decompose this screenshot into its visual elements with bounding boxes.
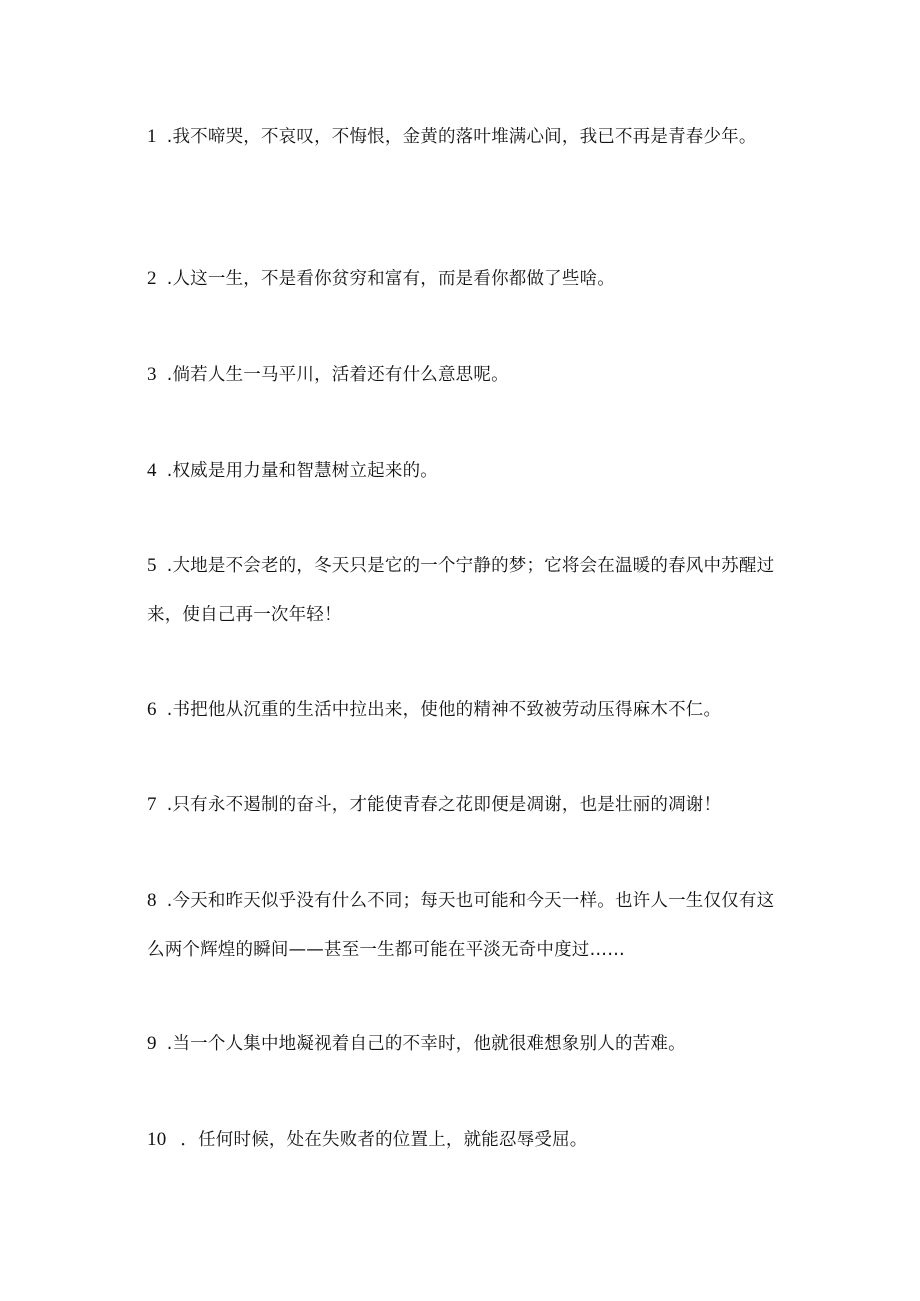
item-number: 5 (147, 555, 157, 576)
quote-item (147, 350, 787, 400)
item-text: .权威是用力量和智慧树立起来的。 (166, 461, 438, 481)
quote-item (147, 876, 787, 975)
item-number: 2 (147, 268, 157, 289)
item-number: 9 (147, 1033, 157, 1054)
item-number: 10 (147, 1129, 167, 1150)
item-text: .当一个人集中地凝视着自己的不幸时，他就很难想象别人的苦难。 (166, 1034, 686, 1054)
item-number: 3 (147, 364, 157, 385)
item-number: 7 (147, 794, 157, 815)
quote-item (147, 446, 787, 496)
item-text: .只有永不遏制的奋斗，才能使青春之花即便是凋谢，也是壮丽的凋谢！ (166, 795, 722, 815)
quote-item (147, 780, 787, 830)
item-text: .书把他从沉重的生活中拉出来，使他的精神不致被劳动压得麻木不仁。 (166, 700, 722, 720)
item-number: 1 (147, 126, 157, 147)
quote-item (147, 112, 787, 162)
item-number: 6 (147, 699, 157, 720)
quote-item (147, 1115, 787, 1165)
quote-item (147, 1019, 787, 1069)
item-text: .大地是不会老的，冬天只是它的一个宁静的梦；它将会在温暖的春风中苏醒过来，使自己再一次年轻！ (147, 556, 775, 625)
item-text: .我不啼哭，不哀叹，不悔恨，金黄的落叶堆满心间，我已不再是青春少年。 (166, 127, 757, 147)
item-text: ．任何时候，处在失败者的位置上，就能忍辱受屈。 (180, 1130, 588, 1150)
quote-item (147, 685, 787, 735)
item-number: 8 (147, 890, 157, 911)
item-number: 4 (147, 460, 157, 481)
item-text: .今天和昨天似乎没有什么不同；每天也可能和今天一样。也许人一生仅仅有这么两个辉煌的瞬间——甚至一生都可能在平淡无奇中度过…… (147, 891, 775, 960)
item-text: .人这一生，不是看你贫穷和富有，而是看你都做了些啥。 (166, 269, 615, 289)
item-text: .倘若人生一马平川，活着还有什么意思呢。 (166, 365, 509, 385)
quote-item (147, 541, 787, 640)
quote-item (147, 254, 787, 304)
